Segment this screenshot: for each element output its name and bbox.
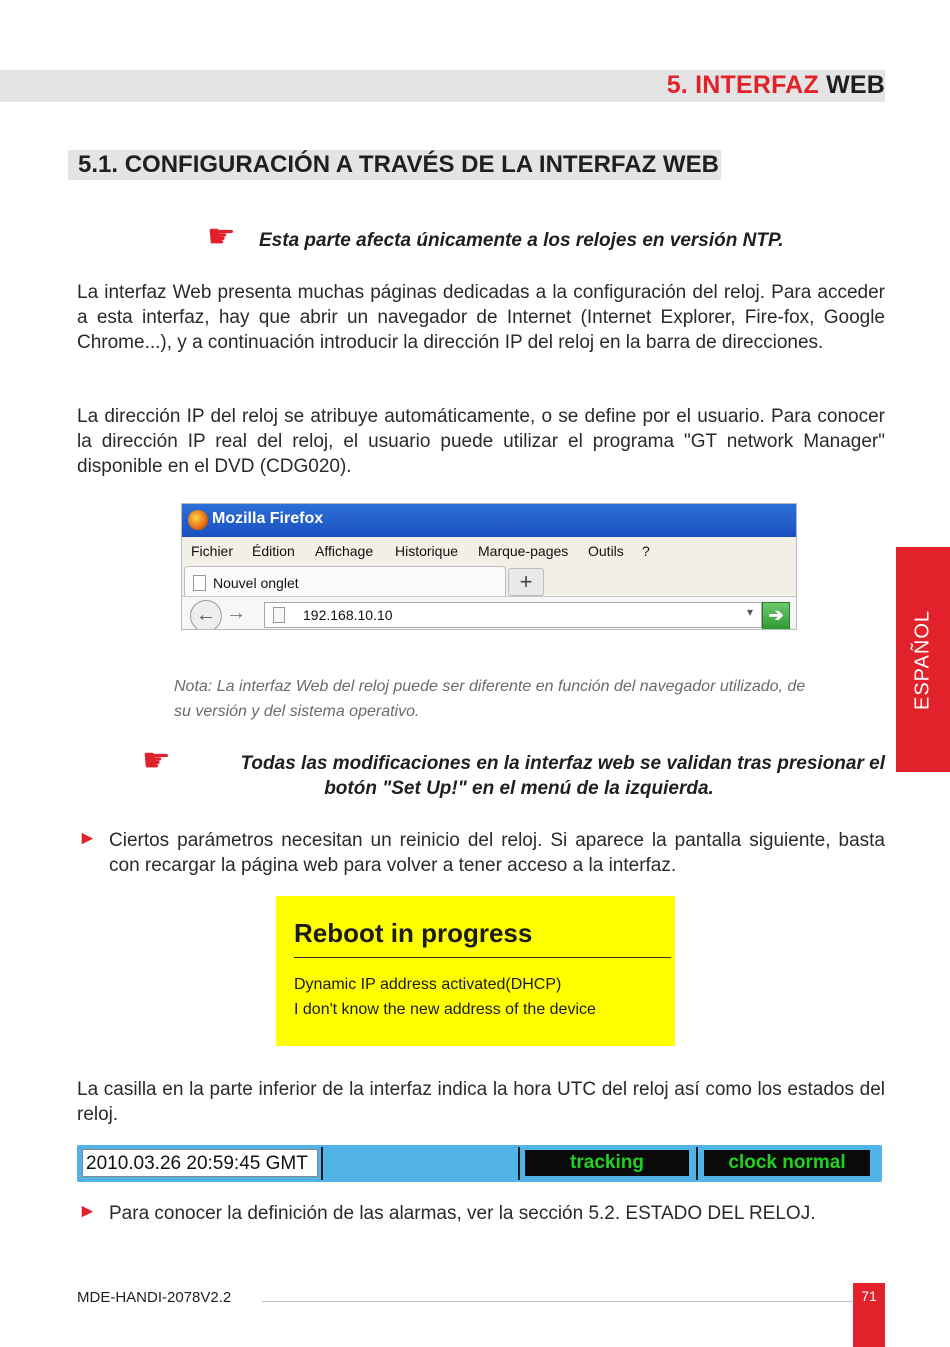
menu-item-fichier[interactable]: Fichier [191,543,234,559]
browser-title: Mozilla Firefox [212,510,324,527]
browser-tab[interactable] [184,566,506,597]
address-text: 192.168.10.10 [303,607,393,623]
chapter-number: 5. INTERFAZ [666,71,819,99]
browser-navbar [182,596,796,630]
reboot-title: Reboot in progress [294,918,533,948]
triangle-bullet-icon: ► [78,828,97,849]
triangle-bullet-icon: ► [78,1201,97,1222]
pointing-hand-icon: ☛ [142,742,171,778]
browser-menubar [182,537,796,565]
divider [518,1147,520,1180]
reboot-paragraph: Ciertos parámetros necesitan un reinicio del reloj. Si aparece la pantalla siguiente, basta con recargar la página web para volver a tener acceso a la interfaz. [109,830,885,876]
dropdown-arrow-icon[interactable]: ▾ [746,605,753,619]
pointing-hand-icon: ☛ [207,218,236,254]
new-tab-button[interactable]: + [508,568,544,596]
status-tracking: tracking [525,1150,689,1176]
firefox-logo-icon [188,510,208,530]
status-clock-normal: clock normal [704,1150,870,1176]
menu-item-historique[interactable]: Historique [395,543,459,559]
back-arrow-icon[interactable]: ← [190,600,222,630]
menu-item-outils[interactable]: Outils [588,543,624,559]
intro-paragraph: La interfaz Web presenta muchas páginas dedicadas a la configuración del reloj. Para acceder a esta interfaz, hay que abrir un navegador de Internet (Internet Explorer, Fire-fox, Google Chrome...), y a continuación introducir la dirección IP del reloj en la barra de direcciones. [77,282,885,353]
address-bar[interactable] [264,602,762,628]
utc-time: 2010.03.26 20:59:45 GMT [82,1149,318,1177]
status-paragraph: La casilla en la parte inferior de la interfaz indica la hora UTC del reloj así como los estados del reloj. [77,1079,885,1125]
ip-paragraph: La dirección IP del reloj se atribuye automáticamente, o se define por el usuario. Para conocer la dirección IP real del reloj, el usuario puede utilizar el programa "GT network Manager" disponible en el DVD (CDG020). [77,406,885,477]
menu-item-edition[interactable]: Édition [252,543,295,559]
divider [696,1147,698,1180]
reboot-screen [276,896,675,1046]
menu-item-help[interactable]: ? [642,543,650,559]
menu-item-affichage[interactable]: Affichage [315,543,374,559]
page-icon [193,575,206,591]
chapter-word: WEB [826,71,885,99]
document-id: MDE-HANDI-2078V2.2 [77,1289,232,1306]
divider [321,1147,323,1180]
note-setup-line1: Todas las modificaciones en la interfaz web se validan tras presionar el [240,753,885,774]
page-number: 71 [861,1288,877,1304]
chapter-title [667,71,885,100]
page-icon [273,607,285,623]
forward-arrow-icon[interactable]: → [226,602,246,624]
browser-note: Nota: La interfaz Web del reloj puede ser diferente en función del navegador utilizado, de su versión y del sistema operativo. [174,678,806,720]
tab-label: Nouvel onglet [213,575,299,591]
menu-item-marque-pages[interactable]: Marque-pages [478,543,569,559]
alarms-paragraph: Para conocer la definición de las alarmas, ver la sección 5.2. ESTADO DEL RELOJ. [109,1203,816,1224]
section-title: 5.1. CONFIGURACIÓN A TRAVÉS DE LA INTERFAZ WEB [68,150,721,180]
reboot-line-dhcp: Dynamic IP address activated(DHCP) [294,976,562,993]
browser-screenshot [181,503,797,630]
go-arrow-icon[interactable]: ➔ [762,602,790,630]
footer-rule [262,1301,852,1302]
divider [294,957,671,958]
language-tab-label: ESPAÑOL [911,609,934,710]
note-ntp: Esta parte afecta únicamente a los relojes en versión NTP. [259,230,784,251]
browser-titlebar [182,504,796,537]
clock-status-bar [77,1145,882,1182]
note-setup-line2: botón "Set Up!" en el menú de la izquierda. [324,778,714,799]
reboot-line-address: I don't know the new address of the device [294,1001,596,1018]
